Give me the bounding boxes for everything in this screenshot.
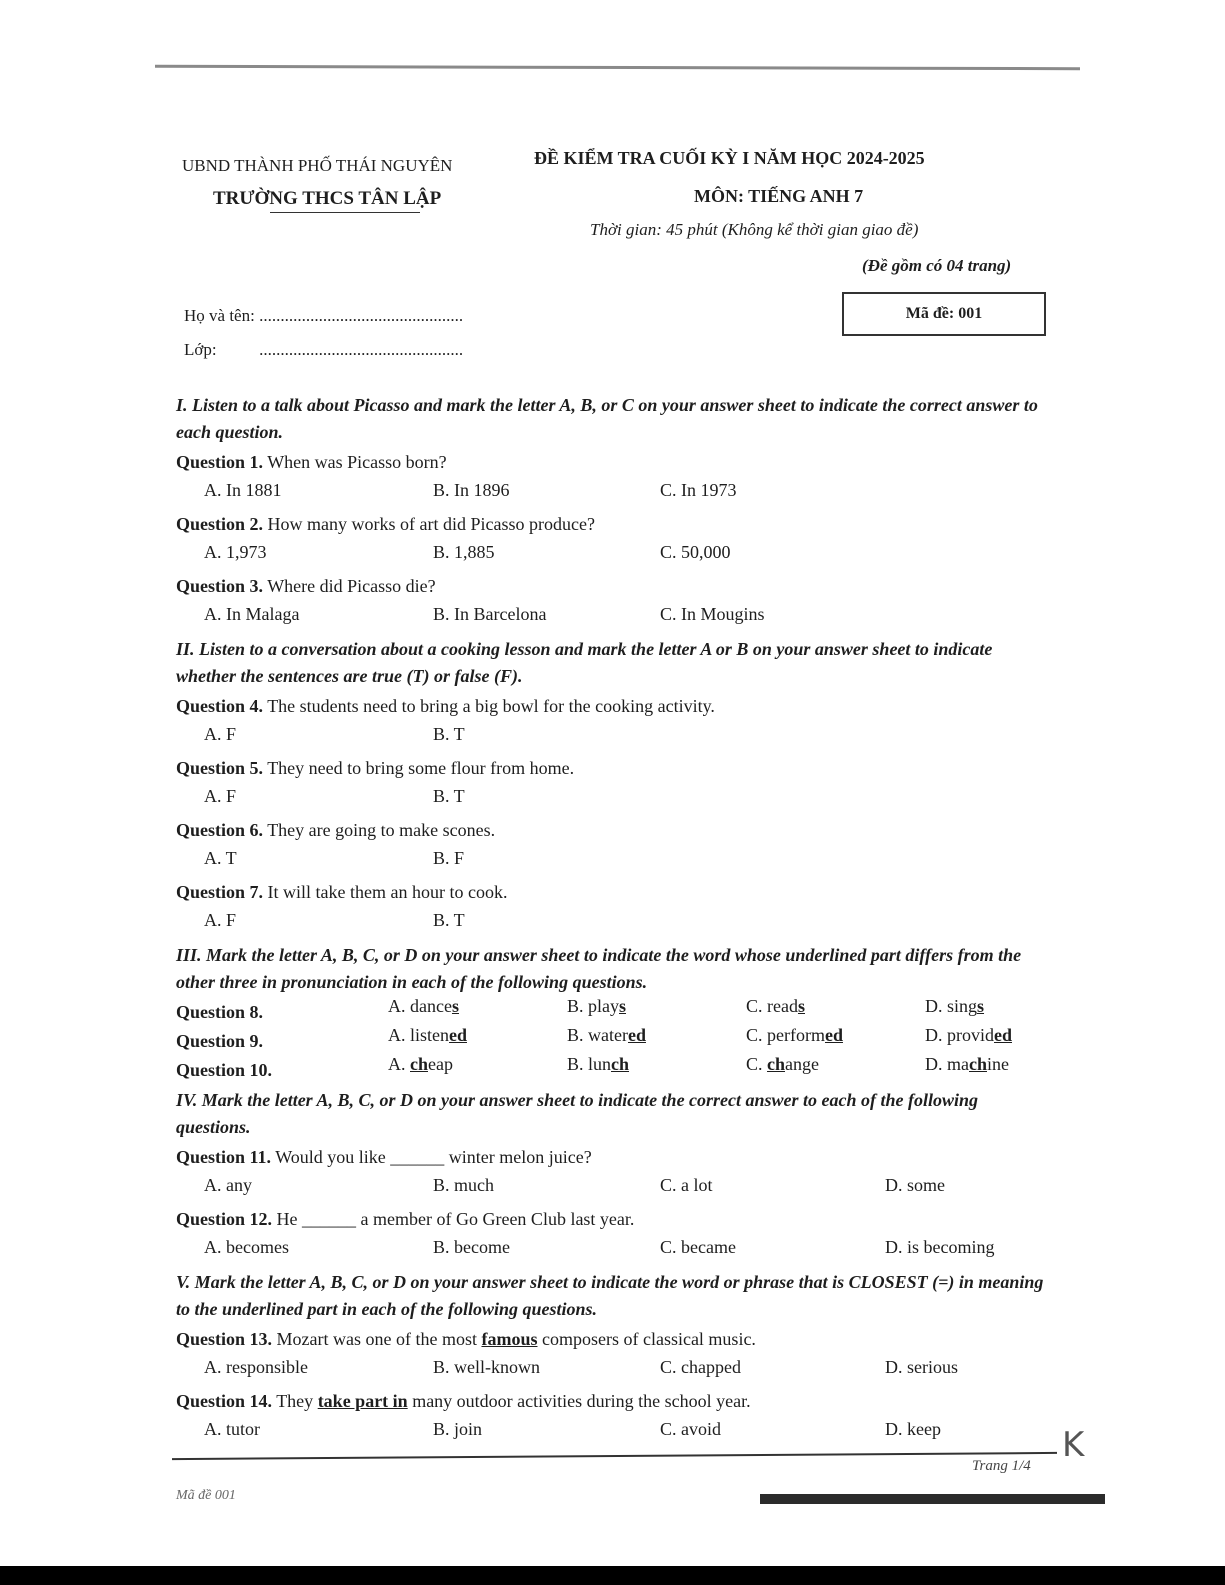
options-row [176, 598, 1056, 632]
question-label: Question 14. [176, 1391, 273, 1411]
answer-option [433, 910, 465, 931]
question-label: Question 5. [176, 758, 264, 778]
options-row [176, 780, 1056, 814]
exam-title: ĐỀ KIỂM TRA CUỐI KỲ I NĂM HỌC 2024-2025 [534, 148, 925, 168]
option-text: B. join [433, 1419, 483, 1439]
option-text: A. dance [388, 996, 452, 1016]
option-text: A. In 1881 [204, 480, 282, 500]
section-title: I. Listen to a talk about Picasso and mark the letter A, B, or C on your answer sheet to indicate the correct answer to each question. [176, 395, 1038, 442]
question [176, 880, 1056, 904]
answer-option [660, 542, 731, 563]
option-text: A. F [204, 724, 237, 744]
option-text: B. play [567, 996, 619, 1016]
answer-option [567, 1054, 629, 1075]
answer-option [746, 1025, 843, 1046]
option-text: D. keep [885, 1419, 941, 1439]
section-title: IV. Mark the letter A, B, C, or D on your answer sheet to indicate the correct answer to each of the following questions. [176, 1090, 979, 1137]
question [176, 574, 1056, 598]
underlined-part: ed [627, 1025, 646, 1045]
scan-edge-line [155, 65, 1080, 70]
options-row [176, 1413, 1056, 1447]
option-text: B. T [433, 786, 465, 806]
scan-bottom-edge [0, 1566, 1225, 1585]
underlined-phrase: famous [481, 1329, 538, 1349]
section-4 [176, 1087, 1056, 1265]
option-text: D. provid [925, 1025, 994, 1045]
name-field: Họ và tên: ................................................ [184, 306, 464, 325]
answer-option [204, 724, 236, 745]
question-text: He ______ a member of Go Green Club last year. [272, 1209, 635, 1229]
option-text: A. F [204, 910, 237, 930]
options-row [176, 536, 1056, 570]
option-text: B. 1,885 [433, 542, 495, 562]
option-text: B. In 1896 [433, 480, 510, 500]
option-text: A. tutor [204, 1419, 260, 1439]
section-title: III. Mark the letter A, B, C, or D on your answer sheet to indicate the word whose underlined part differs from the other three in pronunciation in each of the following questions. [176, 945, 1022, 992]
answer-option [660, 1419, 721, 1440]
option-text: B. lun [567, 1054, 612, 1074]
answer-option [433, 1419, 482, 1440]
option-text: A. listen [388, 1025, 449, 1045]
option-text: A. responsible [204, 1357, 308, 1377]
answer-option [204, 848, 237, 869]
option-text: C. avoid [660, 1419, 721, 1439]
option-text: B. F [433, 848, 465, 868]
exam-content [176, 388, 1056, 1447]
page-number: Trang 1/4 [972, 1458, 1031, 1474]
question-label: Question 10. [176, 1060, 273, 1080]
subject: MÔN: TIẾNG ANH 7 [694, 186, 864, 206]
answer-option [388, 1025, 467, 1046]
question [176, 450, 1056, 474]
answer-option [433, 1357, 540, 1378]
answer-option [925, 1054, 1009, 1075]
option-text: C. a lot [660, 1175, 713, 1195]
answer-option [746, 1054, 819, 1075]
option-text: C. read [746, 996, 798, 1016]
question-label: Question 6. [176, 820, 264, 840]
underlined-part: s [797, 996, 805, 1016]
answer-option [885, 1357, 958, 1378]
question-label: Question 9. [176, 1031, 264, 1051]
section-title: V. Mark the letter A, B, C, or D on your answer sheet to indicate the word or phrase that is CLOSEST (=) in meaning to the underlined part in each of the following questions. [176, 1272, 1044, 1319]
option-text: D. sing [925, 996, 978, 1016]
question-row [176, 996, 1056, 1025]
option-text: A. [388, 1054, 410, 1074]
underlined-part: ed [994, 1025, 1012, 1045]
answer-option [204, 1237, 289, 1258]
answer-option [660, 1175, 713, 1196]
option-text: B. In Barcelona [433, 604, 547, 624]
answer-option [433, 480, 510, 501]
question-label: Question 2. [176, 514, 264, 534]
answer-option [925, 1025, 1012, 1046]
question-label: Question 11. [176, 1147, 272, 1167]
footer-exam-code: Mã đề 001 [176, 1488, 236, 1503]
option-text: C. perform [746, 1025, 825, 1045]
answer-option [885, 1237, 995, 1258]
answer-option [885, 1419, 941, 1440]
underlined-part: ch [410, 1054, 428, 1074]
answer-option [388, 996, 459, 1017]
question-text: It will take them an hour to cook. [263, 882, 508, 902]
option-text: D. is becoming [885, 1237, 995, 1257]
option-text: A. F [204, 786, 237, 806]
authority-name: UBND THÀNH PHỐ THÁI NGUYÊN [182, 156, 453, 175]
answer-option [433, 1237, 510, 1258]
question-row [176, 1054, 1056, 1083]
section-1 [176, 392, 1056, 632]
options-row [176, 842, 1056, 876]
question [176, 1389, 1056, 1413]
question-label: Question 8. [176, 1002, 264, 1022]
question [176, 756, 1056, 780]
question-label: Question 3. [176, 576, 264, 596]
question [176, 1327, 1056, 1351]
option-text: C. [746, 1054, 768, 1074]
option-text-rest: ange [785, 1054, 819, 1074]
question-text: many outdoor activities during the school year. [407, 1391, 751, 1411]
answer-option [885, 1175, 945, 1196]
underlined-part: s [977, 996, 985, 1016]
option-text: B. T [433, 910, 465, 930]
options-row [176, 1169, 1056, 1203]
question-row [176, 1025, 1056, 1054]
answer-option [567, 996, 626, 1017]
underlined-part: s [619, 996, 627, 1016]
question-text: They are going to make scones. [263, 820, 496, 840]
question [176, 1207, 1056, 1231]
section-3 [176, 942, 1056, 1083]
options-row [176, 474, 1056, 508]
answer-option [433, 542, 495, 563]
school-name: TRƯỜNG THCS TÂN LẬP [213, 188, 442, 209]
question-text: composers of classical music. [537, 1329, 756, 1349]
footer-divider [172, 1452, 1057, 1460]
question-text: Mozart was one of the most [272, 1329, 482, 1349]
section-2 [176, 636, 1056, 938]
answer-option [660, 1237, 736, 1258]
option-text: A. 1,973 [204, 542, 267, 562]
option-text: C. 50,000 [660, 542, 731, 562]
answer-option [204, 1419, 260, 1440]
answer-option [433, 1175, 494, 1196]
page-count: (Đề gồm có 04 trang) [862, 256, 1012, 275]
question-text: Where did Picasso die? [263, 576, 436, 596]
option-text: C. chapped [660, 1357, 741, 1377]
section-title: II. Listen to a conversation about a cooking lesson and mark the letter A or B on your answer sheet to indicate whether the sentences are true (T) or false (F). [176, 639, 993, 686]
question-text: They [272, 1391, 318, 1411]
option-text: A. T [204, 848, 237, 868]
underlined-part: ch [767, 1054, 786, 1074]
answer-option [204, 1357, 308, 1378]
question-label: Question 13. [176, 1329, 273, 1349]
option-text: B. become [433, 1237, 510, 1257]
question-label: Question 12. [176, 1209, 273, 1229]
option-text: A. In Malaga [204, 604, 300, 624]
question-label: Question 7. [176, 882, 264, 902]
question-text: Would you like ______ winter melon juice? [271, 1147, 592, 1167]
question-text: They need to bring some flour from home. [263, 758, 575, 778]
question-text: How many works of art did Picasso produce? [263, 514, 595, 534]
handwritten-mark: K [1062, 1425, 1085, 1465]
option-text: B. well-known [433, 1357, 540, 1377]
option-text-rest: eap [428, 1054, 453, 1074]
answer-option [925, 996, 984, 1017]
exam-time: Thời gian: 45 phút (Không kể thời gian giao đề) [590, 220, 919, 239]
answer-option [204, 542, 267, 563]
answer-option [660, 604, 765, 625]
option-text: C. became [660, 1237, 736, 1257]
answer-option [388, 1054, 453, 1075]
question [176, 694, 1056, 718]
question [176, 818, 1056, 842]
answer-option [746, 996, 805, 1017]
class-field: Lớp: ................................................ [184, 340, 464, 359]
scan-edge-shadow [760, 1494, 1105, 1504]
options-row [176, 1351, 1056, 1385]
question-text: When was Picasso born? [263, 452, 447, 472]
answer-option [204, 1175, 252, 1196]
question [176, 1145, 1056, 1169]
option-text: D. ma [925, 1054, 969, 1074]
school-underline [270, 212, 420, 213]
option-text: A. becomes [204, 1237, 289, 1257]
underlined-phrase: take part in [317, 1391, 408, 1411]
question-text: The students need to bring a big bowl for the cooking activity. [263, 696, 715, 716]
option-text: D. serious [885, 1357, 958, 1377]
option-text: C. In Mougins [660, 604, 765, 624]
question-label: Question 1. [176, 452, 264, 472]
exam-code-box: Mã đề: 001 [842, 292, 1046, 336]
option-text: B. water [567, 1025, 628, 1045]
option-text: C. In 1973 [660, 480, 737, 500]
answer-option [204, 480, 282, 501]
options-row [176, 718, 1056, 752]
section-5 [176, 1269, 1056, 1447]
answer-option [204, 910, 236, 931]
underlined-part: ch [611, 1054, 630, 1074]
underlined-part: ch [969, 1054, 987, 1074]
option-text-rest: ine [987, 1054, 1009, 1074]
options-row [176, 1231, 1056, 1265]
question [176, 512, 1056, 536]
answer-option [660, 480, 737, 501]
option-text: B. much [433, 1175, 494, 1195]
underlined-part: ed [824, 1025, 843, 1045]
answer-option [204, 786, 236, 807]
answer-option [433, 604, 546, 625]
answer-option [567, 1025, 646, 1046]
answer-option [433, 786, 465, 807]
option-text: D. some [885, 1175, 945, 1195]
answer-option [433, 724, 465, 745]
options-row [176, 904, 1056, 938]
underlined-part: ed [449, 1025, 467, 1045]
underlined-part: s [451, 996, 459, 1016]
question-label: Question 4. [176, 696, 264, 716]
option-text: A. any [204, 1175, 252, 1195]
answer-option [660, 1357, 741, 1378]
option-text: B. T [433, 724, 465, 744]
answer-option [204, 604, 299, 625]
answer-option [433, 848, 464, 869]
